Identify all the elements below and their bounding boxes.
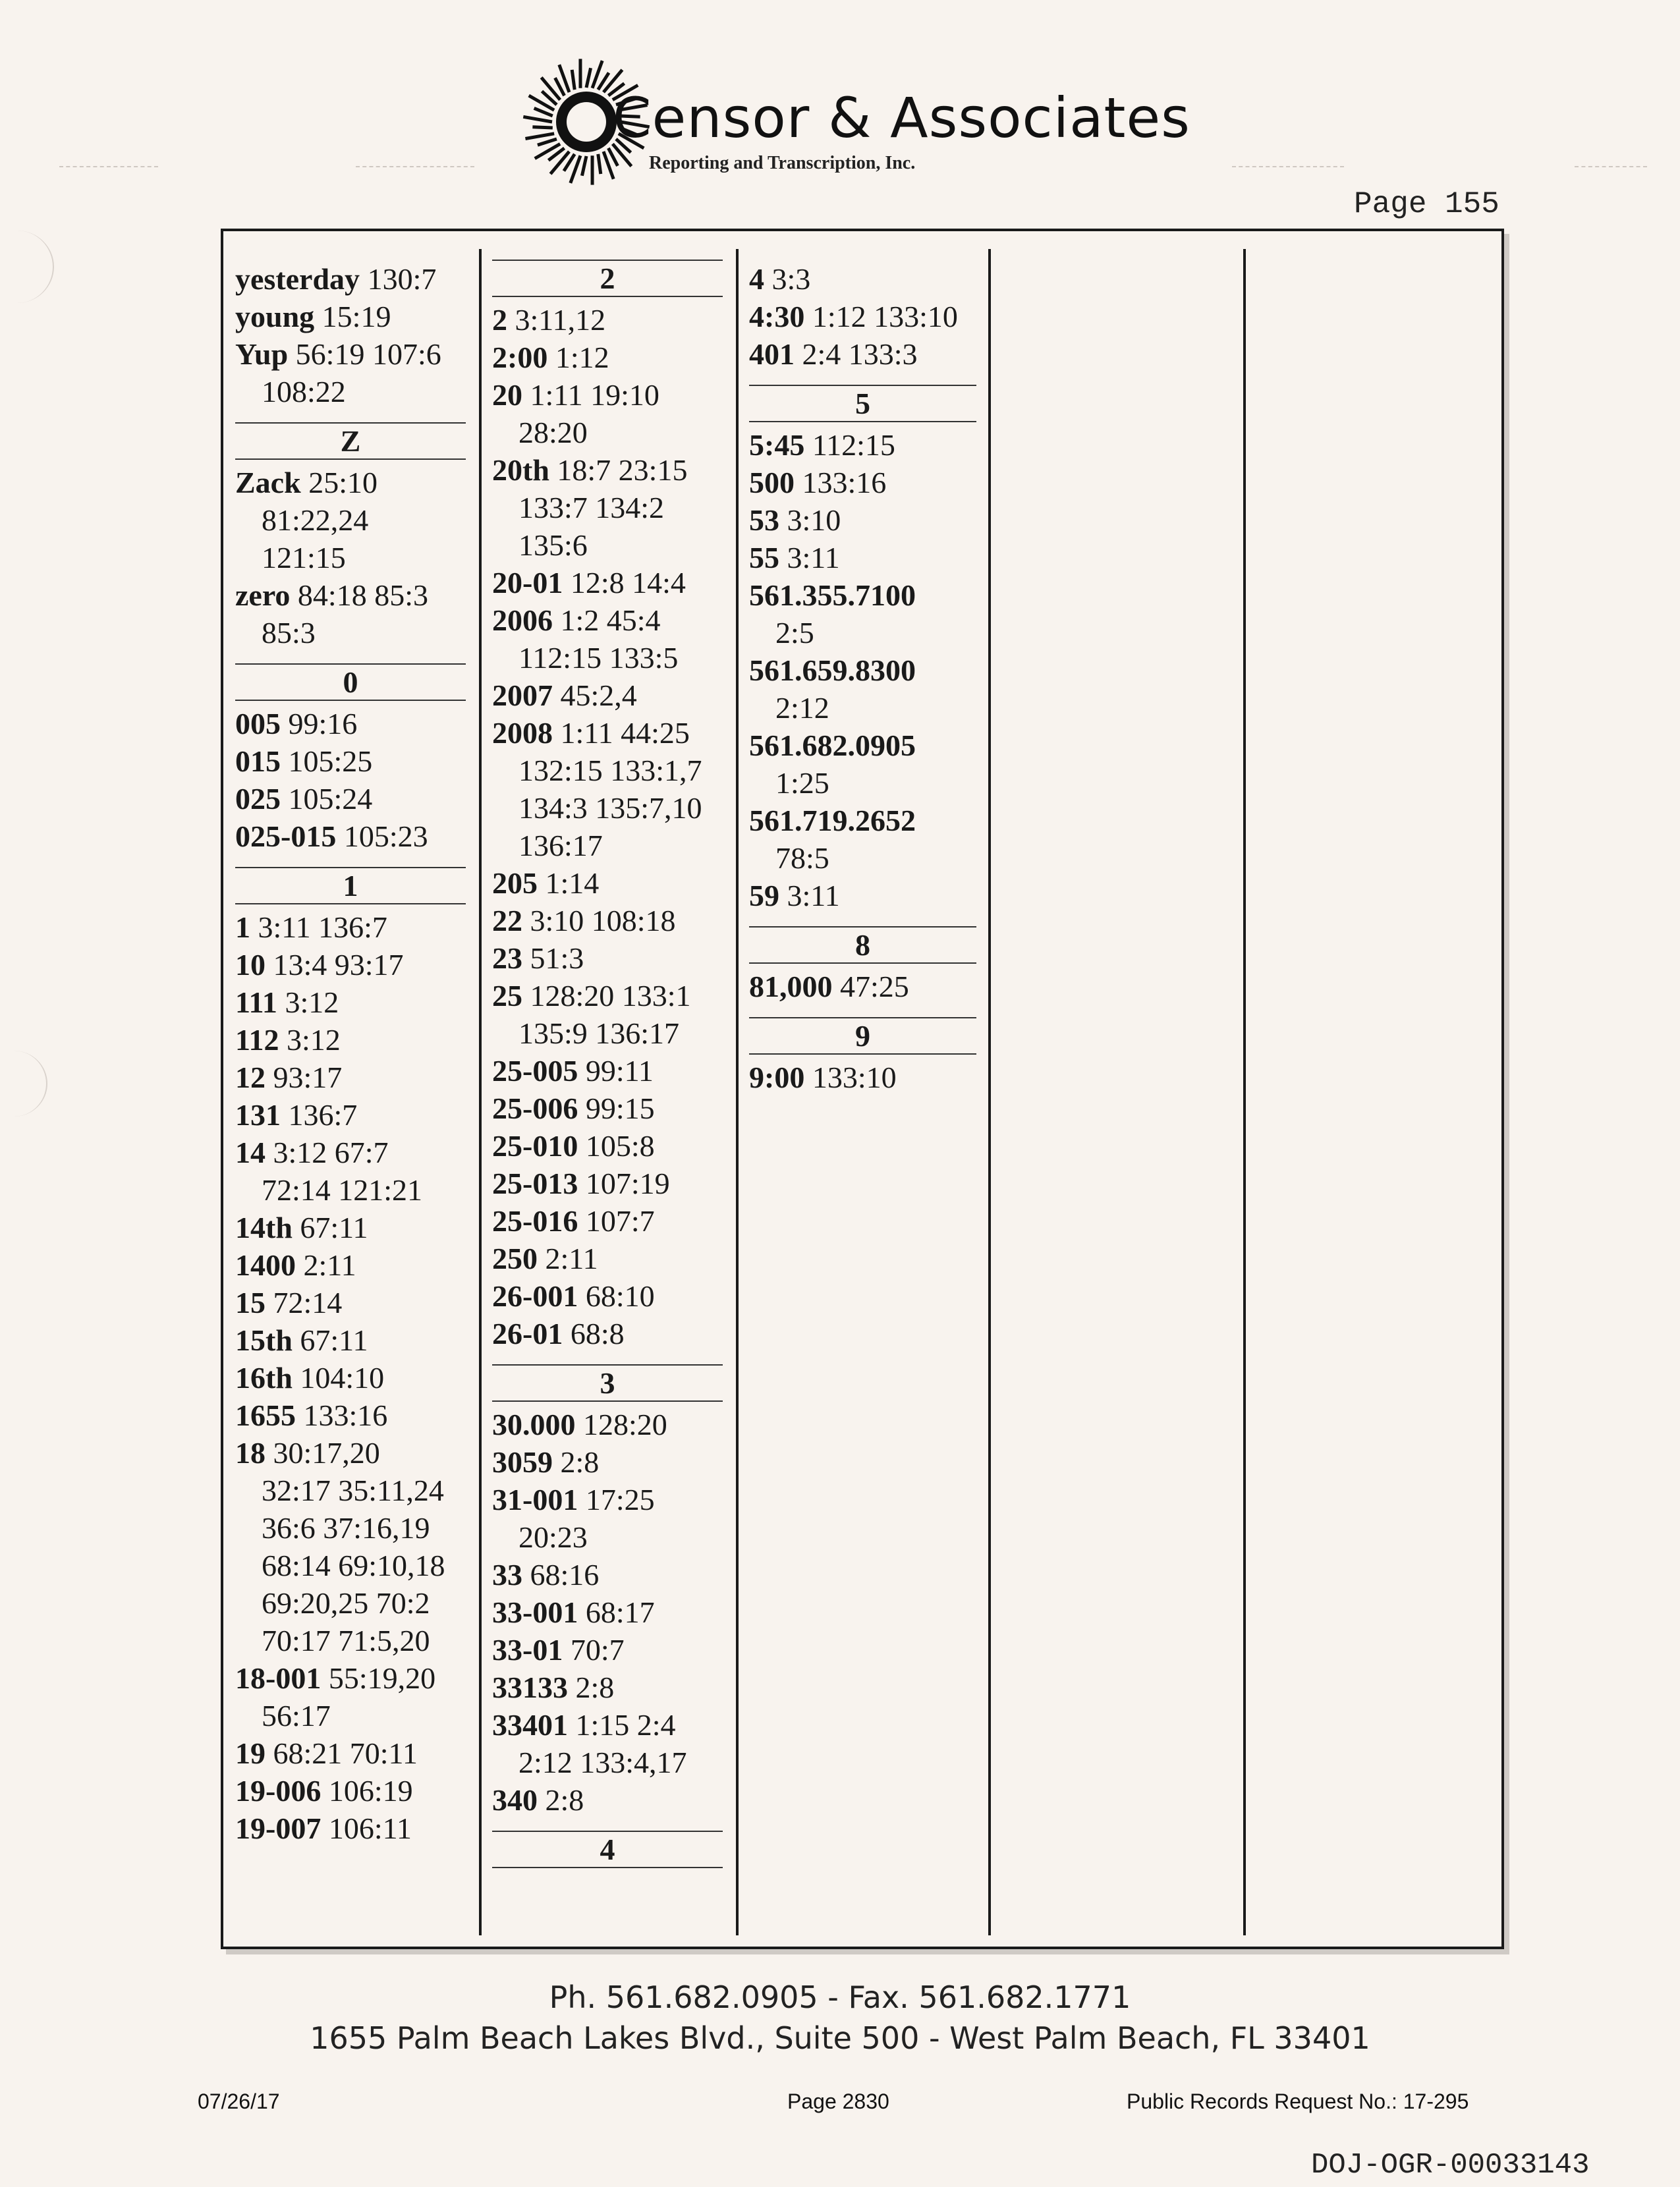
index-term: 25-005	[492, 1054, 578, 1088]
index-entry	[235, 464, 466, 576]
index-entry	[235, 1321, 466, 1359]
index-term: 9:00	[749, 1061, 805, 1094]
index-page-refs: 67:11	[292, 1323, 368, 1357]
index-term: 33-01	[492, 1633, 563, 1667]
contact-phone: Ph. 561.682.0905 - Fax. 561.682.1771	[549, 1979, 1131, 2015]
index-page-refs: 107:7	[578, 1204, 655, 1238]
index-entry	[492, 601, 723, 677]
index-term: 015	[235, 744, 281, 778]
index-entry	[492, 1481, 723, 1556]
index-entry	[235, 1397, 466, 1434]
index-page-refs: 3:11	[779, 541, 840, 574]
index-page-refs: 1:12	[547, 341, 609, 374]
index-column-3	[749, 260, 976, 1096]
index-page-refs: 133:16	[795, 466, 887, 499]
index-term: 25-013	[492, 1167, 578, 1200]
index-page-refs: 1:11 44:25 132:15 133:1,7 134:3 135:7,10 136:17	[518, 716, 702, 862]
index-entry	[749, 501, 976, 539]
index-page-refs: 105:8	[578, 1129, 655, 1163]
index-page-refs: 68:17	[578, 1595, 655, 1629]
index-page-refs: 2:11	[538, 1242, 598, 1275]
index-entry	[235, 1734, 466, 1772]
index-entry	[235, 1059, 466, 1096]
index-entry	[235, 1659, 466, 1734]
index-entry	[749, 727, 976, 802]
index-term: 25	[492, 979, 522, 1012]
index-entry	[492, 1593, 723, 1631]
index-entry	[492, 1669, 723, 1706]
header-divider	[59, 166, 158, 167]
index-entry	[492, 939, 723, 977]
index-page-refs: 84:18 85:3 85:3	[262, 578, 428, 650]
index-column-2	[492, 256, 723, 1872]
index-entry	[749, 802, 976, 877]
index-entry	[749, 877, 976, 914]
index-section-heading: 9	[749, 1017, 976, 1055]
index-term: 12	[235, 1061, 266, 1094]
index-term: 59	[749, 879, 779, 912]
index-entry	[235, 1434, 466, 1659]
index-section-heading: 3	[492, 1364, 723, 1402]
index-entry	[492, 902, 723, 939]
index-entry	[749, 576, 976, 651]
index-page-refs: 1:14	[538, 866, 600, 900]
index-term: 33-001	[492, 1595, 578, 1629]
index-term: 33	[492, 1558, 522, 1592]
index-page-refs: 17:25 20:23	[518, 1483, 655, 1554]
index-term: 33401	[492, 1708, 568, 1742]
index-entry	[492, 1781, 723, 1819]
index-entry	[492, 1240, 723, 1277]
index-page-refs: 3:10 108:18	[522, 904, 676, 937]
index-entry	[235, 260, 466, 298]
index-term: 25-016	[492, 1204, 578, 1238]
index-term: 20-01	[492, 566, 563, 599]
index-page-refs: 56:19 107:6 108:22	[262, 337, 441, 408]
index-term: 10	[235, 948, 266, 982]
index-entry	[492, 1706, 723, 1781]
index-term: 16th	[235, 1361, 293, 1395]
sun-ray	[525, 134, 554, 139]
index-page-refs: 1:2 45:4 112:15 133:5	[518, 603, 679, 675]
index-entry	[492, 301, 723, 339]
index-term: 18-001	[235, 1661, 322, 1695]
index-page-refs: 55:19,20 56:17	[262, 1661, 436, 1732]
index-term: 25-006	[492, 1092, 578, 1125]
index-term: yesterday	[235, 262, 360, 296]
index-entry	[492, 1090, 723, 1127]
index-term: 561.355.7100	[749, 578, 916, 612]
index-entry	[492, 1277, 723, 1315]
index-page-refs: 93:17	[266, 1061, 343, 1094]
index-page-refs: 68:8	[563, 1317, 625, 1350]
index-section-heading: Z	[235, 422, 466, 460]
index-page-refs: 18:7 23:15 133:7 134:2 135:6	[518, 453, 688, 562]
index-entry	[235, 1209, 466, 1246]
index-page-refs: 67:11	[292, 1211, 368, 1244]
index-entry	[235, 946, 466, 983]
index-entry	[492, 1127, 723, 1165]
index-entry	[492, 564, 723, 601]
index-page-refs: 1:11 19:10 28:20	[518, 378, 659, 449]
index-term: 3059	[492, 1445, 553, 1479]
index-entry	[492, 1443, 723, 1481]
index-entry	[749, 335, 976, 373]
index-entry	[235, 705, 466, 742]
index-page-refs: 30:17,20 32:17 35:11,24 36:6 37:16,19 68:14 69:10,18 69:20,25 70:2 70:17 71:5,20	[262, 1436, 445, 1657]
index-term: 15	[235, 1286, 266, 1319]
sun-ray	[538, 139, 557, 145]
index-entry	[235, 1246, 466, 1284]
index-term: 30.000	[492, 1408, 576, 1441]
index-page-refs: 99:16	[281, 707, 358, 740]
index-page-refs: 3:12	[277, 985, 339, 1019]
index-page-refs: 70:7	[563, 1633, 625, 1667]
index-section-heading: 4	[492, 1831, 723, 1868]
index-entry	[235, 1021, 466, 1059]
index-term: 401	[749, 337, 795, 371]
index-entry	[492, 977, 723, 1052]
index-term: 111	[235, 985, 277, 1019]
index-term: 025-015	[235, 819, 337, 853]
index-term: young	[235, 300, 315, 333]
index-term: 205	[492, 866, 538, 900]
index-term: 26-001	[492, 1279, 578, 1313]
index-page-refs: 2:8	[553, 1445, 600, 1479]
index-term: 18	[235, 1436, 266, 1470]
header-divider	[1575, 166, 1647, 167]
index-entry	[492, 714, 723, 864]
index-page-refs: 2:8	[538, 1783, 584, 1817]
index-page-refs: 12:8 14:4	[563, 566, 686, 599]
column-divider	[1243, 249, 1246, 1935]
index-term: 561.659.8300	[749, 653, 916, 687]
index-term: 131	[235, 1098, 281, 1132]
index-page-refs: 25:10 81:22,24 121:15	[262, 466, 378, 574]
index-page-refs: 45:2,4	[553, 678, 637, 712]
index-page-refs: 133:10	[804, 1061, 897, 1094]
index-page-refs: 105:24	[281, 782, 373, 816]
index-term: 31-001	[492, 1483, 578, 1516]
index-entry	[492, 1052, 723, 1090]
index-page-refs: 3:12	[279, 1023, 341, 1057]
index-term: 2008	[492, 716, 553, 750]
index-page-refs: 3:10	[779, 503, 841, 537]
index-page-refs: 128:20 133:1 135:9 136:17	[518, 979, 691, 1050]
index-page-refs: 105:25	[281, 744, 373, 778]
contact-address: 1655 Palm Beach Lakes Blvd., Suite 500 - West Palm Beach, FL 33401	[310, 2020, 1370, 2056]
index-term: 2006	[492, 603, 553, 637]
index-entry	[492, 864, 723, 902]
index-entry	[235, 983, 466, 1021]
index-entry	[492, 1406, 723, 1443]
index-entry	[235, 908, 466, 946]
index-entry	[749, 1059, 976, 1096]
hole-punch-mark	[0, 1051, 47, 1117]
index-term: 19-006	[235, 1774, 322, 1808]
column-divider	[479, 249, 482, 1935]
index-page-refs: 3:11,12	[507, 303, 606, 337]
index-entry	[235, 742, 466, 780]
index-entry	[749, 651, 976, 727]
index-section-heading: 1	[235, 867, 466, 904]
index-term: 1	[235, 910, 250, 944]
index-page-refs: 78:5	[775, 841, 829, 875]
index-term: 025	[235, 782, 281, 816]
index-term: 19	[235, 1736, 266, 1770]
index-page-refs: 2:8	[568, 1671, 615, 1704]
index-column-1	[235, 260, 466, 1847]
index-page-refs: 51:3	[522, 941, 584, 975]
sun-ray	[572, 70, 574, 90]
index-term: 250	[492, 1242, 538, 1275]
index-page-refs: 47:25	[832, 970, 909, 1003]
index-page-refs: 68:16	[522, 1558, 600, 1592]
index-page-refs: 2:12	[775, 691, 829, 725]
index-term: 2007	[492, 678, 553, 712]
index-entry	[749, 298, 976, 335]
index-term: 14th	[235, 1211, 293, 1244]
index-page-refs: 13:4 93:17	[266, 948, 404, 982]
index-entry	[492, 339, 723, 376]
index-page-refs: 3:3	[764, 262, 811, 296]
index-section-heading: 2	[492, 260, 723, 297]
index-entry	[749, 539, 976, 576]
index-page-refs: 112:15	[804, 428, 895, 462]
sun-ray	[582, 156, 586, 176]
index-entry	[492, 451, 723, 564]
index-page-refs: 107:19	[578, 1167, 670, 1200]
index-page-refs: 106:11	[321, 1812, 412, 1845]
index-term: 340	[492, 1783, 538, 1817]
column-divider	[736, 249, 739, 1935]
index-page-refs: 99:11	[578, 1054, 654, 1088]
index-term: 33133	[492, 1671, 568, 1704]
index-page-refs: 68:10	[578, 1279, 655, 1313]
index-page-refs: 104:10	[292, 1361, 385, 1395]
index-term: 005	[235, 707, 281, 740]
index-term: 500	[749, 466, 795, 499]
index-term: Zack	[235, 466, 301, 499]
index-page-refs: 2:11	[296, 1248, 356, 1282]
index-entry	[235, 780, 466, 817]
logo-subtitle: Reporting and Transcription, Inc.	[649, 153, 916, 173]
index-term: 55	[749, 541, 779, 574]
sun-ray	[586, 68, 591, 88]
index-section-heading: 0	[235, 663, 466, 701]
index-entry	[492, 1631, 723, 1669]
index-entry	[749, 260, 976, 298]
index-page-refs: 1:12 133:10	[804, 300, 958, 333]
index-page-refs: 105:23	[336, 819, 428, 853]
company-logo	[520, 56, 1190, 188]
index-term: 112	[235, 1023, 279, 1057]
index-entry	[492, 677, 723, 714]
footer-date: 07/26/17	[198, 2090, 280, 2113]
index-entry	[492, 1202, 723, 1240]
index-term: 2:00	[492, 341, 548, 374]
index-entry	[749, 426, 976, 464]
index-page-refs: 3:12 67:7 72:14 121:21	[262, 1136, 423, 1207]
index-entry	[235, 1096, 466, 1134]
index-page-refs: 3:11 136:7	[250, 910, 387, 944]
sun-ray	[598, 154, 601, 174]
hole-punch-mark	[0, 231, 54, 303]
index-term: 23	[492, 941, 522, 975]
index-page-refs: 106:19	[321, 1774, 413, 1808]
index-entry	[235, 335, 466, 410]
index-entry	[235, 1810, 466, 1847]
index-page-refs: 3:11	[779, 879, 840, 912]
index-entry	[749, 464, 976, 501]
index-page-refs: 136:7	[281, 1098, 358, 1132]
index-term: 1400	[235, 1248, 296, 1282]
footer-records-request: Public Records Request No.: 17-295	[1127, 2090, 1469, 2113]
index-term: 20	[492, 378, 522, 412]
index-entry	[235, 817, 466, 855]
index-entry	[235, 1772, 466, 1810]
index-entry	[235, 576, 466, 651]
index-section-heading: 8	[749, 926, 976, 964]
index-term: zero	[235, 578, 291, 612]
footer-page-number: Page 2830	[787, 2090, 889, 2113]
index-term: Yup	[235, 337, 289, 371]
index-page-refs: 133:16	[296, 1398, 388, 1432]
index-term: 25-010	[492, 1129, 578, 1163]
index-term: 26-01	[492, 1317, 563, 1350]
index-term: 561.682.0905	[749, 729, 916, 762]
index-page-refs: 1:25	[775, 766, 829, 800]
index-term: 19-007	[235, 1812, 322, 1845]
index-page-refs: 128:20	[575, 1408, 667, 1441]
sun-ray	[523, 117, 552, 122]
index-section-heading: 5	[749, 385, 976, 422]
sun-ray	[532, 127, 552, 128]
index-page-refs: 2:5	[775, 616, 814, 650]
index-page-refs: 68:21 70:11	[266, 1736, 418, 1770]
header-divider	[1232, 166, 1344, 167]
index-term: 561.719.2652	[749, 804, 916, 837]
index-entry	[749, 968, 976, 1005]
index-entry	[235, 1134, 466, 1209]
logo-title: Censor & Associates	[613, 86, 1190, 150]
index-entry	[492, 1165, 723, 1202]
index-term: 1655	[235, 1398, 296, 1432]
index-term: 22	[492, 904, 522, 937]
index-page-refs: 72:14	[266, 1286, 343, 1319]
index-term: 20th	[492, 453, 549, 487]
index-entry	[492, 1315, 723, 1352]
bates-number: DOJ-OGR-00033143	[1311, 2149, 1590, 2182]
index-page-refs: 15:19	[314, 300, 391, 333]
index-entry	[492, 1556, 723, 1593]
index-term: 15th	[235, 1323, 293, 1357]
index-page-refs: 2:4 133:3	[795, 337, 918, 371]
index-entry	[235, 1284, 466, 1321]
index-term: 2	[492, 303, 507, 337]
index-page-refs: 1:15 2:4 2:12 133:4,17	[518, 1708, 687, 1779]
index-term: 4	[749, 262, 764, 296]
index-term: 5:45	[749, 428, 805, 462]
transcript-page-number: Page 155	[1354, 187, 1499, 221]
index-entry	[235, 298, 466, 335]
index-term: 81,000	[749, 970, 833, 1003]
index-page-refs: 99:15	[578, 1092, 655, 1125]
index-term: 53	[749, 503, 779, 537]
index-entry	[235, 1359, 466, 1397]
column-divider	[988, 249, 991, 1935]
index-entry	[492, 376, 723, 451]
index-term: 14	[235, 1136, 266, 1169]
index-page-refs: 130:7	[360, 262, 437, 296]
header-divider	[356, 166, 474, 167]
index-term: 4:30	[749, 300, 805, 333]
